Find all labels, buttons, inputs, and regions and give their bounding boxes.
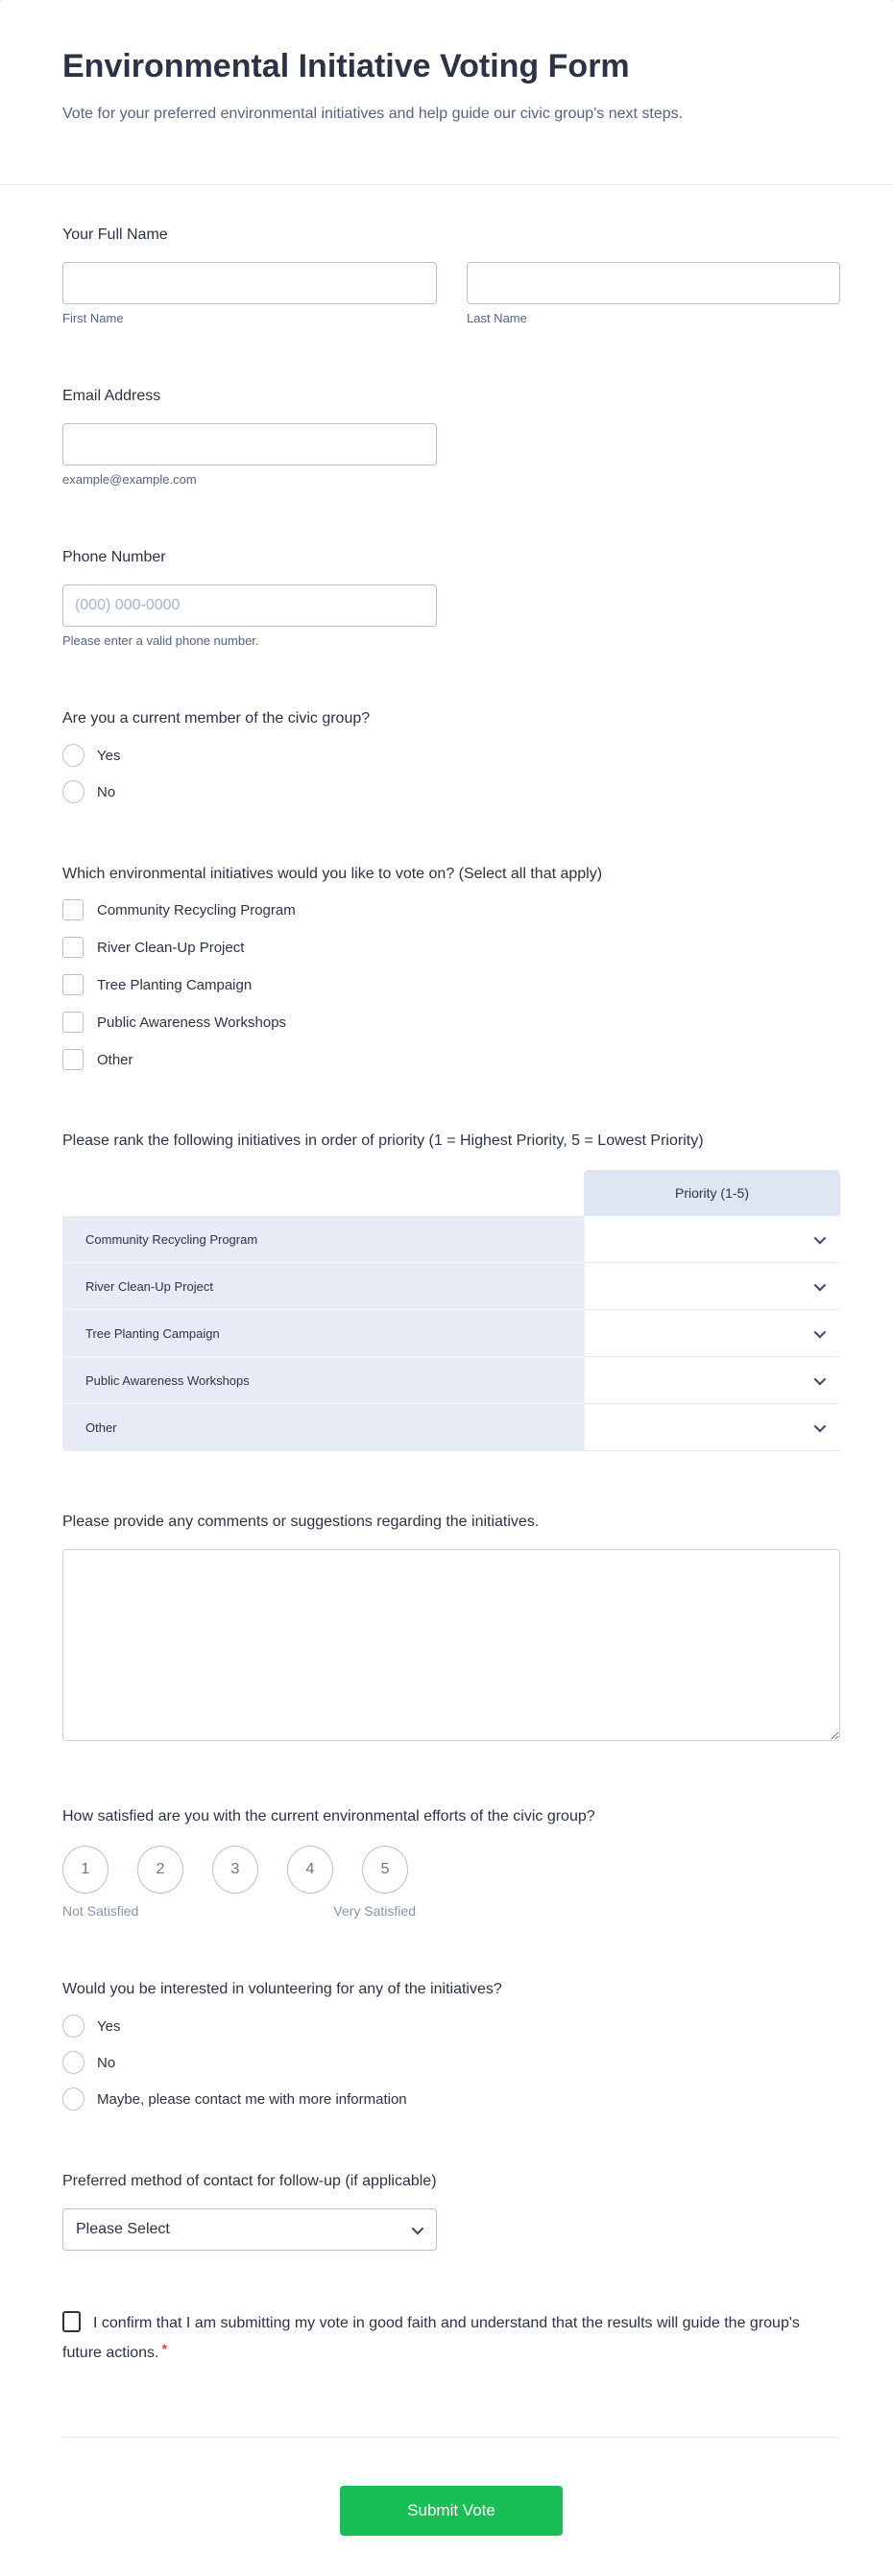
- scale-min-label: Not Satisfied: [62, 1903, 139, 1919]
- email-input[interactable]: [62, 423, 437, 465]
- priority-select-tree[interactable]: [584, 1310, 840, 1357]
- checkbox-icon[interactable]: [62, 1012, 84, 1033]
- member-option-yes-label: Yes: [97, 747, 121, 764]
- question-member: [62, 707, 840, 803]
- form-header: [0, 0, 893, 184]
- form-title: Environmental Initiative Voting Form: [62, 48, 630, 84]
- initiatives-label: Which environmental initiatives would you like to vote on? (Select all that apply): [62, 866, 603, 882]
- question-satisfaction: [62, 1805, 840, 1919]
- ranking-row-workshops: [62, 1357, 840, 1404]
- radio-icon[interactable]: [62, 2051, 84, 2074]
- question-confirm: [62, 2310, 802, 2366]
- initiative-option-river[interactable]: [62, 937, 840, 958]
- radio-icon[interactable]: [62, 2087, 84, 2111]
- volunteer-option-no[interactable]: [62, 2051, 840, 2074]
- phone-sublabel: Please enter a valid phone number.: [62, 633, 259, 648]
- comments-label: Please provide any comments or suggestions regarding the initiatives.: [62, 1514, 540, 1530]
- comments-textarea[interactable]: [62, 1549, 840, 1741]
- ranking-row-label: Public Awareness Workshops: [62, 1357, 584, 1404]
- initiative-option-other[interactable]: [62, 1049, 840, 1070]
- contact-method-label: Preferred method of contact for follow-up (if applicable): [62, 2173, 437, 2189]
- ranking-row-river: [62, 1263, 840, 1310]
- member-label: Are you a current member of the civic group?: [62, 710, 371, 727]
- volunteer-option-maybe[interactable]: [62, 2087, 840, 2111]
- chevron-down-icon: [814, 1325, 827, 1338]
- volunteer-option-label: Maybe, please contact me with more information: [97, 2090, 407, 2108]
- satisfaction-scale: [62, 1846, 408, 1894]
- scale-option-3[interactable]: 3: [212, 1846, 258, 1894]
- chevron-down-icon: [814, 1419, 827, 1432]
- question-ranking: [62, 1130, 840, 1451]
- question-full-name: [62, 224, 840, 325]
- last-name-sublabel: Last Name: [467, 311, 527, 325]
- phone-input[interactable]: [62, 584, 437, 627]
- question-contact-method: [62, 2170, 840, 2251]
- question-phone: [62, 546, 840, 648]
- volunteer-option-label: Yes: [97, 2017, 121, 2035]
- ranking-column-header: Priority (1-5): [584, 1170, 840, 1216]
- question-initiatives: [62, 863, 840, 1070]
- ranking-row-other: [62, 1404, 840, 1451]
- ranking-table: [62, 1170, 840, 1451]
- ranking-row-label: Other: [62, 1404, 584, 1451]
- checkbox-icon[interactable]: [62, 974, 84, 995]
- last-name-input[interactable]: [467, 262, 840, 304]
- ranking-label: Please rank the following initiatives in order of priority (1 = Highest Priority, 5 = Lowest Priority): [62, 1133, 704, 1149]
- ranking-row-recycling: [62, 1216, 840, 1263]
- checkbox-icon[interactable]: [62, 1049, 84, 1070]
- ranking-row-label: River Clean-Up Project: [62, 1263, 584, 1310]
- form-subtitle: Vote for your preferred environmental initiatives and help guide our civic group's next steps.: [62, 106, 684, 122]
- chevron-down-icon: [814, 1278, 827, 1291]
- initiative-option-workshops[interactable]: [62, 1012, 840, 1033]
- form-footer: [62, 2437, 840, 2576]
- initiative-option-label: Other: [97, 1051, 133, 1068]
- volunteer-label: Would you be interested in volunteering for any of the initiatives?: [62, 1981, 502, 1997]
- initiative-option-label: Public Awareness Workshops: [97, 1014, 287, 1031]
- radio-icon[interactable]: [62, 780, 84, 803]
- initiative-option-label: Community Recycling Program: [97, 901, 296, 918]
- scale-option-4[interactable]: 4: [287, 1846, 333, 1894]
- chevron-down-icon: [412, 2222, 424, 2234]
- contact-method-selected-value: Please Select: [76, 2221, 170, 2237]
- email-label: Email Address: [62, 388, 161, 404]
- required-asterisk: *: [161, 2341, 167, 2356]
- scale-option-5[interactable]: 5: [362, 1846, 408, 1894]
- chevron-down-icon: [814, 1231, 827, 1244]
- chevron-down-icon: [814, 1372, 827, 1385]
- form-body: [0, 185, 893, 2576]
- full-name-label: Your Full Name: [62, 227, 168, 243]
- member-option-yes[interactable]: [62, 744, 840, 767]
- first-name-sublabel: First Name: [62, 311, 124, 325]
- initiative-option-recycling[interactable]: [62, 899, 840, 920]
- member-option-no-label: No: [97, 783, 116, 800]
- initiative-option-tree[interactable]: [62, 974, 840, 995]
- priority-select-workshops[interactable]: [584, 1357, 840, 1404]
- phone-label: Phone Number: [62, 549, 166, 565]
- radio-icon[interactable]: [62, 744, 84, 767]
- scale-option-1[interactable]: 1: [62, 1846, 109, 1894]
- volunteer-option-label: No: [97, 2054, 116, 2071]
- checkbox-icon[interactable]: [62, 937, 84, 958]
- question-email: [62, 385, 840, 487]
- first-name-input[interactable]: [62, 262, 437, 304]
- priority-select-other[interactable]: [584, 1404, 840, 1451]
- volunteer-option-yes[interactable]: [62, 2015, 840, 2038]
- initiative-option-label: River Clean-Up Project: [97, 939, 245, 956]
- priority-select-river[interactable]: [584, 1263, 840, 1310]
- confirm-text: I confirm that I am submitting my vote in good faith and understand that the results will guide the group's future actions.: [62, 2315, 800, 2361]
- satisfaction-label: How satisfied are you with the current environmental efforts of the civic group?: [62, 1808, 595, 1825]
- question-volunteer: [62, 1978, 840, 2111]
- ranking-row-tree: [62, 1310, 840, 1357]
- email-sublabel: example@example.com: [62, 472, 197, 487]
- contact-method-select[interactable]: [62, 2208, 437, 2251]
- scale-max-label: Very Satisfied: [333, 1903, 416, 1919]
- checkbox-icon[interactable]: [62, 899, 84, 920]
- ranking-header-spacer: [62, 1170, 584, 1216]
- confirm-checkbox[interactable]: [62, 2311, 81, 2332]
- priority-select-recycling[interactable]: [584, 1216, 840, 1263]
- submit-button[interactable]: Submit Vote: [340, 2486, 563, 2536]
- ranking-row-label: Community Recycling Program: [62, 1216, 584, 1263]
- radio-icon[interactable]: [62, 2015, 84, 2038]
- question-comments: [62, 1511, 840, 1746]
- member-option-no[interactable]: [62, 780, 840, 803]
- ranking-row-label: Tree Planting Campaign: [62, 1310, 584, 1357]
- scale-option-2[interactable]: 2: [137, 1846, 183, 1894]
- initiative-option-label: Tree Planting Campaign: [97, 976, 253, 993]
